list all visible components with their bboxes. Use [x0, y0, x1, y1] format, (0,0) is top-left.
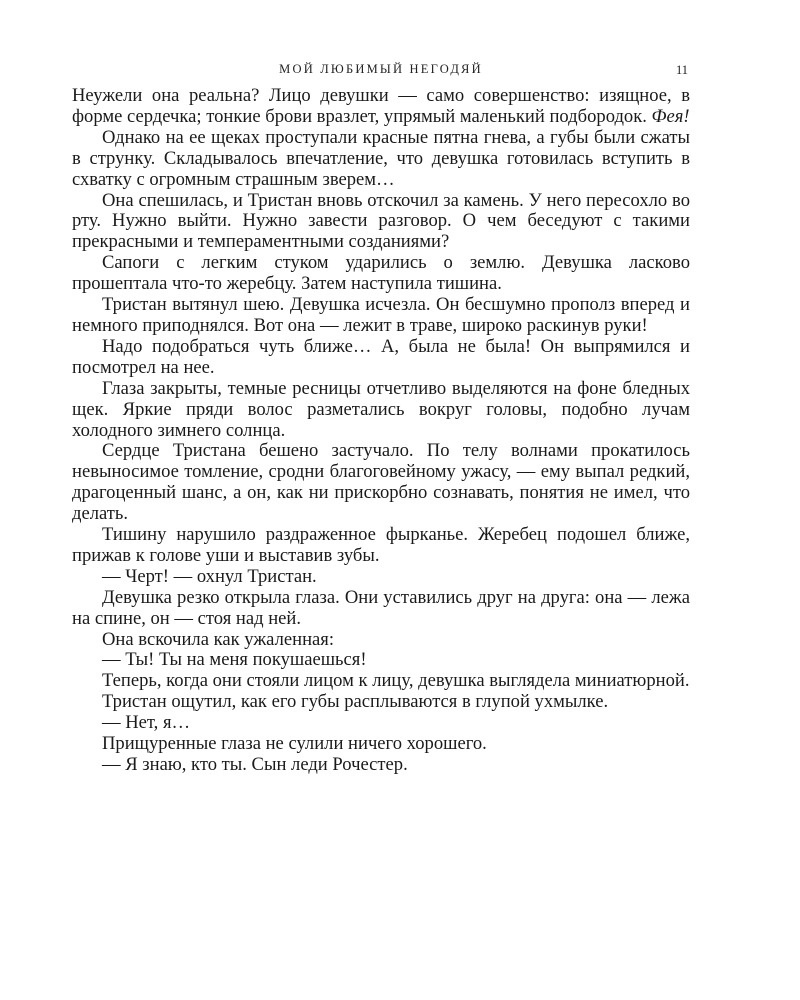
body-text	[72, 86, 690, 776]
paragraph: Однако на ее щеках проступали красные пятна гнева, а губы были сжаты в струнку. Складывалось впечатление, что девушка готовилась вступить в схватку с огромным страшным зверем…	[72, 126, 690, 190]
running-title: МОЙ ЛЮБИМЫЙ НЕГОДЯЙ	[279, 62, 483, 76]
paragraph: Тристан вытянул шею. Девушка исчезла. Он бесшумно прополз вперед и немного приподнялся. Вот она — лежит в траве, широко раскинув руки!	[72, 294, 690, 336]
paragraph: Она вскочила как ужаленная:	[102, 628, 334, 650]
page-number: 11	[675, 63, 688, 77]
paragraph: Она спешилась, и Тристан вновь отскочил за камень. У него пересохло во рту. Нужно выйти. Нужно завести разговор. О чем беседуют с такими прекрасными и темпераментными созданиями?	[72, 189, 690, 253]
paragraph: Сапоги с легким стуком ударились о землю. Девушка ласково прошептала что-то жеребцу. Затем наступила тишина.	[72, 252, 690, 295]
paragraph: Девушка резко открыла глаза. Они уставились друг на друга: она — лежа на спине, он — стоя над ней.	[72, 586, 690, 629]
paragraph: Сердце Тристана бешено застучало. По телу волнами прокатилось невыносимое томление, сродни благоговейному ужасу, — ему выпал редкий, драгоценный шанс, а он, как ни прискорбно сознавать, понятия не имел, что делать.	[72, 440, 690, 525]
paragraph: Прищуренные глаза не сулили ничего хорошего.	[102, 733, 487, 755]
book-page	[72, 60, 690, 776]
paragraph: Неужели она реальна? Лицо девушки — само совершенство: изящное, в форме сердечка; тонкие брови вразлет, упрямый маленький подбородок. Фея!	[72, 85, 690, 127]
emphasis-text: Фея!	[651, 105, 690, 127]
paragraph: Глаза закрыты, темные ресницы отчетливо выделяются на фоне бледных щек. Яркие пряди волос разметались вокруг головы, подобно лучам холодного зимнего солнца.	[72, 377, 690, 441]
paragraph: Теперь, когда они стояли лицом к лицу, девушка выглядела миниатюрной.	[102, 670, 690, 692]
dialogue-line: — Я знаю, кто ты. Сын леди Рочестер.	[102, 754, 408, 775]
paragraph: Тишину нарушило раздраженное фырканье. Жеребец подошел ближе, прижав к голове уши и выставив зубы.	[72, 524, 690, 566]
dialogue-line: — Нет, я…	[102, 712, 191, 734]
dialogue-line: — Ты! Ты на меня покушаешься!	[102, 649, 367, 671]
paragraph: Надо подобраться чуть ближе… А, была не была! Он выпрямился и посмотрел на нее.	[72, 335, 690, 378]
running-head	[72, 60, 690, 86]
dialogue-line: — Черт! — охнул Тристан.	[102, 565, 317, 587]
paragraph: Тристан ощутил, как его губы расплываются в глупой ухмылке.	[102, 691, 609, 713]
